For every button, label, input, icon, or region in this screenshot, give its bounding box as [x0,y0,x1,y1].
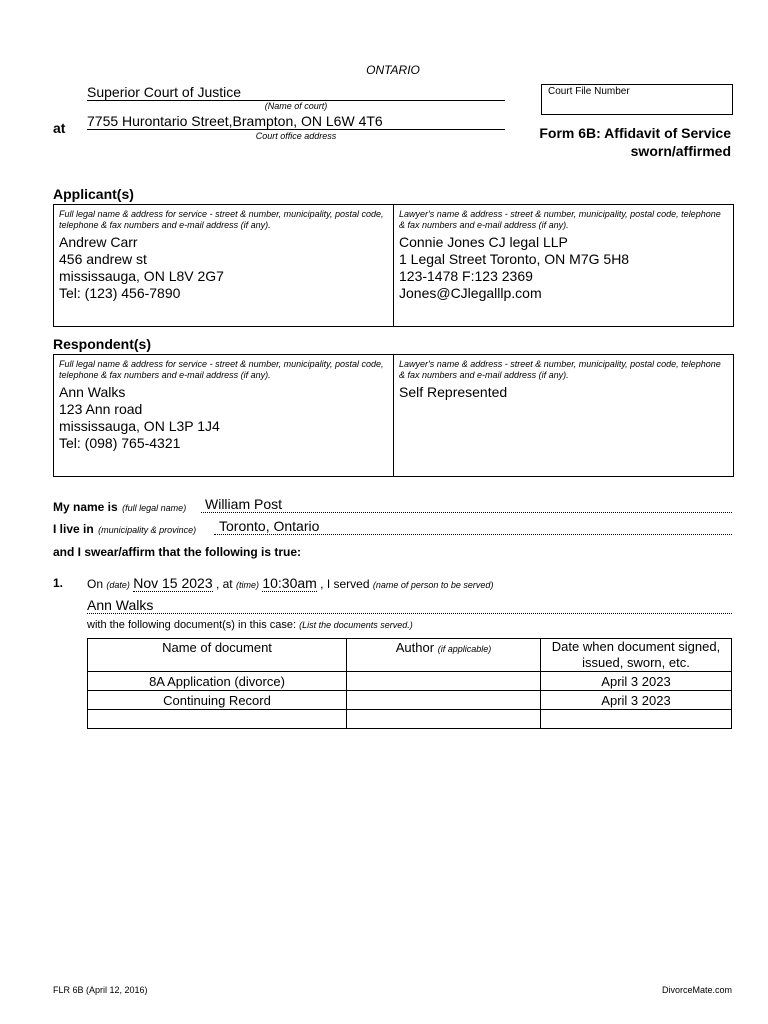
respondent-box [53,354,734,477]
court-name-caption: (Name of court) [264,101,328,111]
court-address-value: 7755 Hurontario Street,Brampton, ON L6W 4T6 [87,113,383,129]
respondent-lawyer-cell[interactable] [394,355,733,476]
applicant-party-line: Andrew Carr [59,234,138,250]
at-label: at [53,120,66,136]
applicant-box [53,204,734,327]
col-header-author [347,639,541,672]
doc-date-cell[interactable] [541,710,732,729]
form-title-line1: Form 6B: Affidavit of Service [539,125,731,141]
respondent-heading: Respondent(s) [53,336,151,352]
name-label: My name is [53,500,118,514]
doc-name-cell[interactable] [88,710,347,729]
respondent-party-cell[interactable] [54,355,394,476]
col-header-author-hint: (if applicable) [437,644,492,654]
applicant-party-hint: Full legal name & address for service - street & number, municipality, postal code, telephone & fax numbers and e-mail address (if any). [59,209,384,230]
court-name-field[interactable] [87,84,505,101]
form-title [539,124,731,160]
court-name-value: Superior Court of Justice [87,84,242,100]
table-row [88,672,732,691]
live-value: Toronto, Ontario [219,518,320,534]
applicant-heading: Applicant(s) [53,186,134,202]
respondent-lawyer-details [394,384,733,401]
respondent-party-line: 123 Ann road [59,401,143,417]
documents-row [87,619,413,631]
court-file-number-label: Court File Number [548,86,630,97]
applicant-lawyer-line: 123-1478 F:123 2369 [399,268,533,284]
respondent-lawyer-hint: Lawyer's name & address - street & number, municipality, postal code, telephone & fax numbers and e-mail address (if any). [399,359,721,380]
person-served-field[interactable] [87,597,732,614]
col-header-date-line1: Date when document signed, [551,639,721,654]
time-field[interactable]: 10:30am [262,575,317,591]
respondent-party-hint: Full legal name & address for service - street & number, municipality, postal code, telephone & fax numbers and e-mail address (if any). [59,359,384,380]
documents-hint: (List the documents served.) [299,620,413,630]
live-hint: (municipality & province) [98,525,197,535]
applicant-lawyer-line: Jones@CJlegalllp.com [399,285,542,301]
applicant-lawyer-cell[interactable] [394,205,733,326]
date-hint: (date) [106,580,130,590]
name-row [53,498,186,516]
time-hint: (time) [236,580,259,590]
respondent-party-line: mississauga, ON L3P 1J4 [59,418,220,434]
on-label: On [87,577,104,591]
date-field[interactable]: Nov 15 2023 [133,575,213,591]
live-label: I live in [53,522,94,536]
person-hint: (name of person to be served) [372,580,494,590]
court-address-field[interactable] [87,113,505,130]
name-field[interactable] [201,496,732,513]
doc-name-cell[interactable]: Continuing Record [88,691,347,710]
item-number: 1. [53,576,64,590]
col-header-name: Name of document [88,639,347,672]
court-address-caption: Court office address [255,131,337,141]
doc-author-cell[interactable] [347,710,541,729]
footer-site: DivorceMate.com [661,985,732,995]
applicant-lawyer-details [394,234,733,302]
applicant-lawyer-hint: Lawyer's name & address - street & number, municipality, postal code, telephone & fax numbers and e-mail address (if any). [399,209,721,230]
col-header-date-line2: issued, sworn, etc. [582,655,690,670]
province-heading: ONTARIO [366,63,420,77]
live-row [53,520,196,538]
live-field[interactable] [214,518,732,535]
applicant-party-line: 456 andrew st [59,251,147,267]
name-value: William Post [205,496,283,512]
applicant-lawyer-line: 1 Legal Street Toronto, ON M7G 5H8 [399,251,630,267]
applicant-lawyer-line: Connie Jones CJ legal LLP [399,234,568,250]
served-label: , I served [320,577,370,591]
respondent-party-details [54,384,393,452]
at-time-label: , at [215,577,233,591]
respondent-lawyer-line: Self Represented [399,384,508,400]
table-row [88,691,732,710]
applicant-party-details [54,234,393,302]
doc-author-cell[interactable] [347,672,541,691]
footer-form-code: FLR 6B (April 12, 2016) [53,985,148,995]
table-header-row [88,639,732,672]
form-title-line2: sworn/affirmed [630,143,731,159]
name-hint: (full legal name) [122,503,187,513]
respondent-party-line: Ann Walks [59,384,126,400]
documents-label: with the following document(s) in this case: [87,619,297,631]
respondent-party-line: Tel: (098) 765-4321 [59,435,181,451]
served-row [87,575,493,591]
col-header-date [541,639,732,672]
applicant-party-line: Tel: (123) 456-7890 [59,285,181,301]
swear-statement: and I swear/affirm that the following is true: [53,545,302,559]
doc-name-cell[interactable]: 8A Application (divorce) [88,672,347,691]
documents-table [87,638,732,729]
applicant-party-cell[interactable] [54,205,394,326]
table-row [88,710,732,729]
doc-date-cell[interactable]: April 3 2023 [541,691,732,710]
col-header-author-label: Author [395,640,435,655]
applicant-party-line: mississauga, ON L8V 2G7 [59,268,224,284]
doc-author-cell[interactable] [347,691,541,710]
court-file-number-box[interactable] [541,84,733,115]
person-served-value: Ann Walks [87,597,154,613]
doc-date-cell[interactable]: April 3 2023 [541,672,732,691]
